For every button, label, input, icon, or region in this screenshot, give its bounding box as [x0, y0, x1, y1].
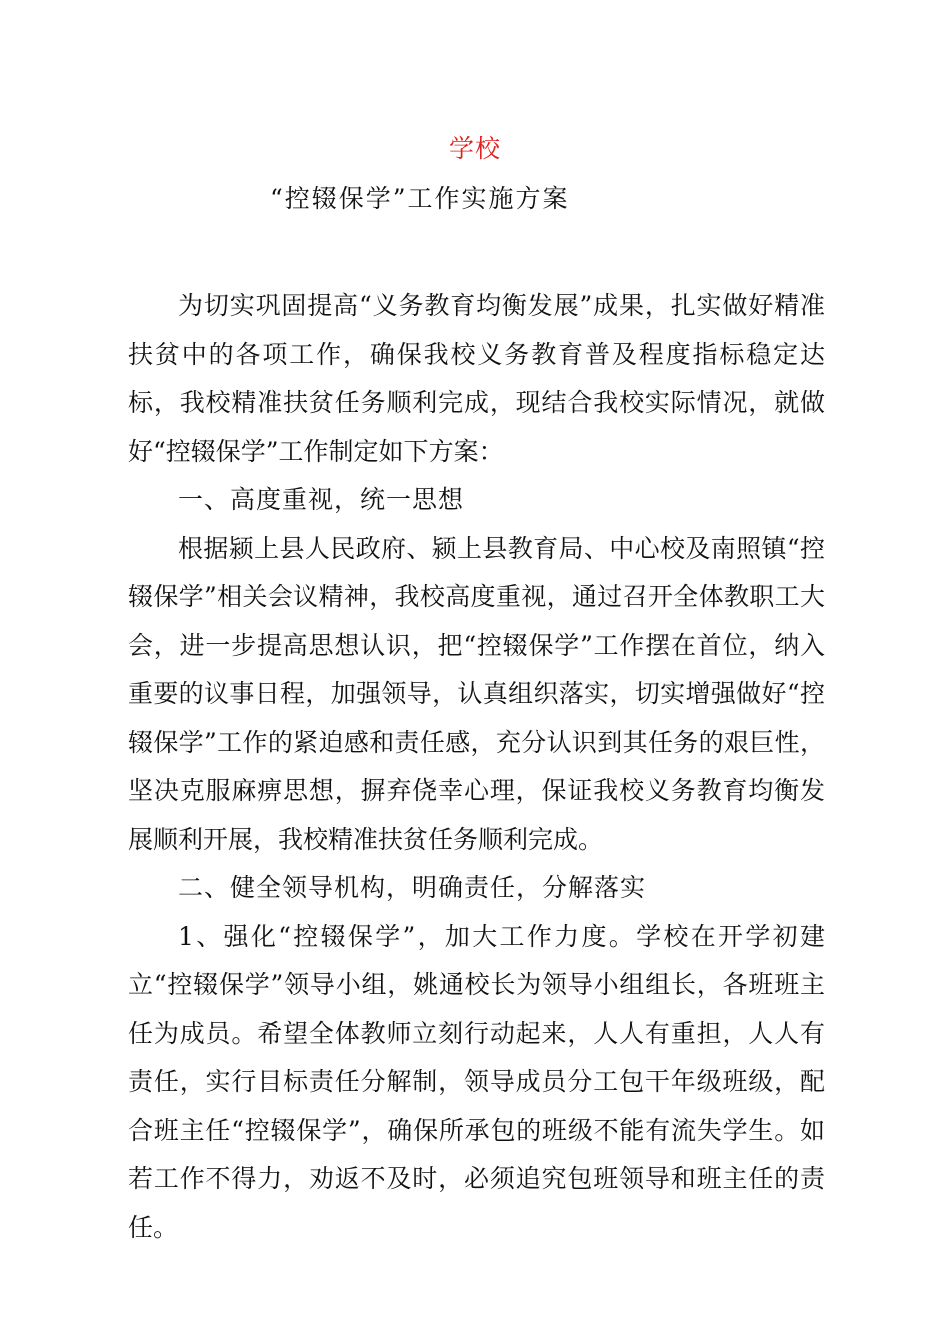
section-2-paragraph: 1、强化“控辍保学”，加大工作力度。学校在开学初建立“控辍保学”领导小组，姚通校长为领导小组组长，各班班主任为成员。希望全体教师立刻行动起来，人人有重担，人人有责任，实行目标责任分解制，领导成员分工包干年级班级，配合班主任“控辍保学”，确保所承包的班级不能有流失学生。如若工作不得力，劝返不及时，必须追究包班领导和班主任的责任。 — [128, 921, 825, 1242]
section-heading-2: 二、健全领导机构，明确责任，分解落实 — [178, 873, 647, 902]
section-heading-1: 一、高度重视，统一思想 — [178, 485, 465, 514]
document-body — [128, 282, 825, 1252]
document-title: “控辍保学”工作实施方案 — [270, 184, 570, 213]
intro-paragraph: 为切实巩固提高“义务教育均衡发展”成果，扎实做好精准扶贫中的各项工作，确保我校义务教育普及程度指标稳定达标，我校精准扶贫任务顺利完成，现结合我校实际情况，就做好“控辍保学”工作制定如下方案： — [128, 291, 825, 466]
section-1-paragraph: 根据颍上县人民政府、颍上县教育局、中心校及南照镇“控辍保学”相关会议精神，我校高度重视，通过召开全体教职工大会，进一步提高思想认识，把“控辍保学”工作摆在首位，纳入重要的议事日程，加强领导，认真组织落实，切实增强做好“控辍保学”工作的紧迫感和责任感，充分认识到其任务的艰巨性，坚决克服麻痹思想，摒弃侥幸心理，保证我校义务教育均衡发展顺利开展，我校精准扶贫任务顺利完成。 — [128, 533, 825, 854]
school-title: 学校 — [448, 134, 501, 163]
